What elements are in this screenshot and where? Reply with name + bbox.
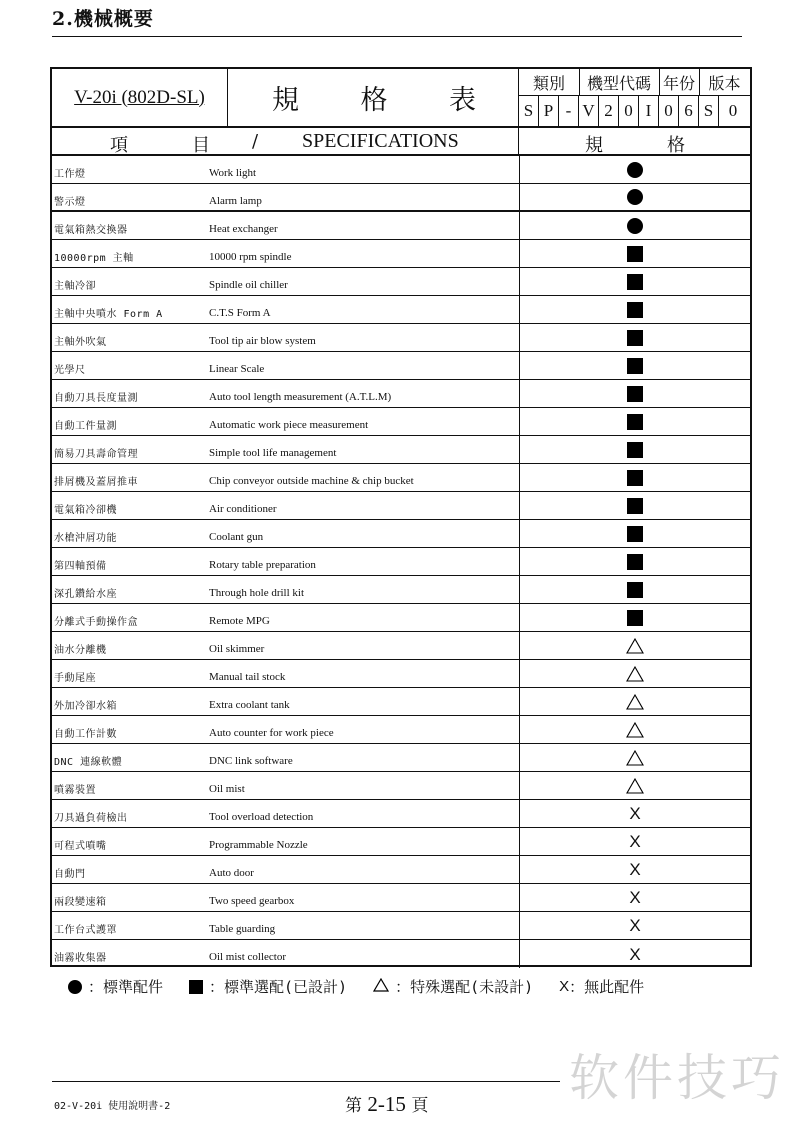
spec-mark (519, 156, 750, 183)
item-name-en: Oil skimmer (209, 643, 265, 655)
item-name-zh: DNC 連線軟體 (54, 757, 123, 768)
legend-standard (68, 976, 163, 997)
item-name-en: Manual tail stock (209, 671, 286, 683)
item-name-en: Table guarding (209, 923, 276, 935)
spec-mark (519, 492, 750, 519)
table-row (52, 212, 750, 240)
spec-mark (519, 352, 750, 379)
item-name-zh: 可程式噴嘴 (54, 841, 107, 852)
page-prefix: 第 (345, 1096, 362, 1116)
spec-mark (519, 576, 750, 603)
legend (68, 976, 670, 997)
square-icon (627, 358, 643, 374)
table-row (52, 380, 750, 408)
spec-mark (519, 772, 750, 799)
page-number: 2-15 (367, 1092, 406, 1116)
legend-special-option (373, 976, 533, 997)
table-row (52, 800, 750, 828)
table-row (52, 632, 750, 660)
circle-icon (627, 218, 643, 234)
title-char: 表 (449, 85, 476, 116)
triangle-icon (626, 750, 644, 766)
item-name-zh: 油水分離機 (54, 645, 107, 656)
square-icon (627, 414, 643, 430)
table-row (52, 520, 750, 548)
item-name-en: Remote MPG (209, 615, 270, 627)
header-item-zh2: 目 (192, 135, 210, 156)
triangle-icon (626, 722, 644, 738)
legend-option-designed (189, 976, 347, 997)
header-item-zh: 項 (110, 135, 128, 156)
item-name-zh: 刀具過負荷檢出 (54, 813, 128, 824)
header-slash: / (252, 131, 259, 152)
table-row (52, 716, 750, 744)
item-name-en: Work light (209, 167, 257, 179)
item-name-en: Auto tool length measurement (A.T.L.M) (209, 391, 392, 403)
table-row (52, 296, 750, 324)
item-name-zh: 工作燈 (54, 169, 86, 180)
code-header-category: 類別 (519, 69, 580, 95)
square-icon (627, 442, 643, 458)
item-name-zh: 兩段變速箱 (54, 897, 107, 908)
spec-mark (519, 604, 750, 631)
item-name-en: 10000 rpm spindle (209, 251, 292, 263)
code-char: S (699, 95, 719, 126)
spec-mark (519, 660, 750, 687)
x-icon: X (629, 832, 641, 851)
table-row (52, 352, 750, 380)
item-name-zh: 主軸外吹氣 (54, 337, 107, 348)
spec-table (50, 67, 752, 967)
code-char: 2 (599, 95, 619, 126)
item-name-en: Heat exchanger (209, 223, 278, 235)
item-name-en: Automatic work piece measurement (209, 419, 369, 431)
spec-mark (519, 912, 750, 939)
item-name-en: Linear Scale (209, 363, 265, 375)
spec-mark (519, 940, 750, 968)
item-name-en: Rotary table preparation (209, 559, 316, 571)
code-char: S (519, 95, 539, 126)
spec-mark (519, 800, 750, 827)
header-rule (52, 36, 742, 37)
table-row (52, 660, 750, 688)
triangle-icon (626, 694, 644, 710)
item-name-zh: 簡易刀具壽命管理 (54, 449, 138, 460)
footer-rule (52, 1081, 560, 1082)
footer-page (345, 1091, 428, 1117)
item-name-en: Tool tip air blow system (209, 335, 316, 347)
spec-mark (519, 548, 750, 575)
title-char: 格 (360, 85, 388, 116)
spec-mark (519, 464, 750, 491)
square-icon (627, 582, 643, 598)
model-name: V-20i (802D-SL) (74, 86, 205, 108)
spec-mark (519, 828, 750, 855)
title-char: 規 (272, 85, 299, 116)
item-name-zh: 自動刀具長度量測 (54, 393, 138, 404)
code-char: P (539, 95, 559, 126)
table-row (52, 912, 750, 940)
legend-none (559, 976, 644, 997)
item-name-zh: 噴霧裝置 (54, 785, 96, 796)
spec-mark (519, 856, 750, 883)
code-char: 0 (659, 95, 679, 126)
item-name-en: Air conditioner (209, 503, 277, 515)
circle-icon (627, 162, 643, 178)
item-name-en: Oil mist collector (209, 951, 286, 963)
spec-mark (519, 380, 750, 407)
code-headers (519, 69, 750, 96)
code-char: 6 (679, 95, 699, 126)
header-item-en: SPECIFICATIONS (302, 130, 459, 152)
spec-mark (519, 296, 750, 323)
item-name-zh: 分離式手動操作盒 (54, 617, 138, 628)
table-row (52, 324, 750, 352)
spec-mark (519, 744, 750, 771)
item-name-zh: 電氣箱冷卻機 (54, 505, 117, 516)
circle-icon (627, 189, 643, 205)
table-row (52, 604, 750, 632)
column-header-spec (519, 128, 750, 154)
spec-mark (519, 688, 750, 715)
table-row (52, 856, 750, 884)
code-header-model: 機型代碼 (579, 69, 660, 95)
code-chars (519, 95, 750, 126)
circle-icon (68, 980, 82, 994)
column-header-item (52, 128, 519, 154)
table-row (52, 492, 750, 520)
item-name-zh: 油霧收集器 (54, 953, 107, 964)
item-name-zh: 排屑機及蓋屑推車 (54, 477, 138, 488)
item-name-en: DNC link software (209, 755, 293, 767)
table-row (52, 772, 750, 800)
square-icon (627, 330, 643, 346)
legend-option-designed-label: ：標準選配(已設計) (209, 978, 348, 996)
table-row (52, 884, 750, 912)
model-cell (52, 69, 228, 126)
square-icon (189, 980, 203, 994)
footer-doc-ref: 02-V-20i 使用說明書-2 (54, 1101, 171, 1112)
spec-mark (519, 408, 750, 435)
x-icon: X (629, 944, 641, 964)
square-icon (627, 470, 643, 486)
spec-mark (519, 240, 750, 267)
table-row (52, 464, 750, 492)
triangle-icon (626, 778, 644, 794)
item-name-zh: 主軸中央噴水 Form A (54, 309, 163, 320)
item-name-zh: 10000rpm 主軸 (54, 253, 134, 264)
table-row (52, 436, 750, 464)
code-char: 0 (728, 100, 738, 120)
item-name-zh: 光學尺 (54, 365, 86, 376)
item-name-en: Tool overload detection (209, 811, 314, 823)
code-header-version: 版本 (708, 73, 741, 93)
item-name-zh: 自動門 (54, 869, 86, 880)
code-char: - (559, 95, 579, 126)
item-name-en: Chip conveyor outside machine & chip bucket (209, 475, 414, 487)
triangle-icon (373, 978, 389, 996)
code-char: I (639, 95, 659, 126)
item-name-en: Through hole drill kit (209, 587, 305, 599)
legend-standard-label: ：標準配件 (88, 978, 164, 996)
table-row (52, 408, 750, 436)
table-row (52, 744, 750, 772)
spec-mark (519, 324, 750, 351)
item-name-zh: 自動工作計數 (54, 729, 117, 740)
square-icon (627, 526, 643, 542)
legend-none-label: ：無此配件 (569, 978, 645, 996)
item-name-zh: 水槍沖屑功能 (54, 533, 117, 544)
item-name-en: Spindle oil chiller (209, 279, 288, 291)
square-icon (627, 386, 643, 402)
square-icon (627, 554, 643, 570)
item-name-zh: 手動尾座 (54, 673, 96, 684)
table-row (52, 548, 750, 576)
table-row (52, 240, 750, 268)
header-spec-zh2: 格 (667, 135, 685, 156)
spec-mark (519, 716, 750, 743)
item-name-en: Auto counter for work piece (209, 727, 334, 739)
table-row (52, 940, 750, 968)
item-name-en: Extra coolant tank (209, 699, 290, 711)
item-name-zh: 主軸冷卻 (54, 281, 96, 292)
spec-mark (519, 520, 750, 547)
table-row (52, 156, 750, 184)
item-name-en: Simple tool life management (209, 447, 337, 459)
watermark: 软件技巧 (569, 1049, 785, 1107)
item-name-en: Programmable Nozzle (209, 839, 308, 851)
code-char: V (579, 95, 599, 126)
spec-mark (519, 884, 750, 911)
item-name-en: Coolant gun (209, 531, 264, 543)
item-name-en: C.T.S Form A (209, 307, 271, 319)
item-name-zh: 自動工件量測 (54, 421, 117, 432)
triangle-icon (626, 666, 644, 682)
square-icon (627, 302, 643, 318)
table-row (52, 828, 750, 856)
spec-mark (519, 184, 750, 210)
x-icon: X (629, 888, 641, 907)
item-name-en: Two speed gearbox (209, 895, 295, 907)
document-title (228, 69, 519, 126)
triangle-icon (626, 638, 644, 654)
item-name-zh: 警示燈 (54, 197, 86, 208)
item-name-en: Oil mist (209, 783, 245, 795)
column-header (52, 126, 750, 156)
section-title: 2.機械概要 (52, 8, 154, 30)
table-row (52, 688, 750, 716)
item-name-en: Alarm lamp (209, 195, 262, 207)
x-icon: X (629, 916, 641, 935)
spec-mark (519, 436, 750, 463)
spec-mark (519, 212, 750, 239)
item-name-zh: 第四軸預備 (54, 561, 107, 572)
table-row (52, 576, 750, 604)
spec-mark (519, 268, 750, 295)
item-name-zh: 深孔鑽給水座 (54, 589, 117, 600)
header-spec-zh: 規 (585, 135, 603, 156)
legend-special-option-label: ：特殊選配(未設計) (395, 978, 534, 996)
table-row (52, 268, 750, 296)
square-icon (627, 498, 643, 514)
x-icon: X (629, 804, 641, 823)
code-char: 0 (619, 95, 639, 126)
title-block (52, 69, 750, 126)
code-header-year: 年份 (659, 69, 700, 95)
square-icon (627, 610, 643, 626)
x-icon: X (629, 860, 641, 879)
square-icon (627, 274, 643, 290)
item-name-zh: 工作台式護罩 (54, 925, 117, 936)
table-row (52, 184, 750, 212)
square-icon (627, 246, 643, 262)
item-name-zh: 電氣箱熱交換器 (54, 225, 128, 236)
x-icon: X (559, 978, 570, 995)
item-name-zh: 外加冷卻水箱 (54, 701, 117, 712)
spec-mark (519, 632, 750, 659)
item-name-en: Auto door (209, 867, 254, 879)
page-suffix: 頁 (411, 1096, 429, 1116)
